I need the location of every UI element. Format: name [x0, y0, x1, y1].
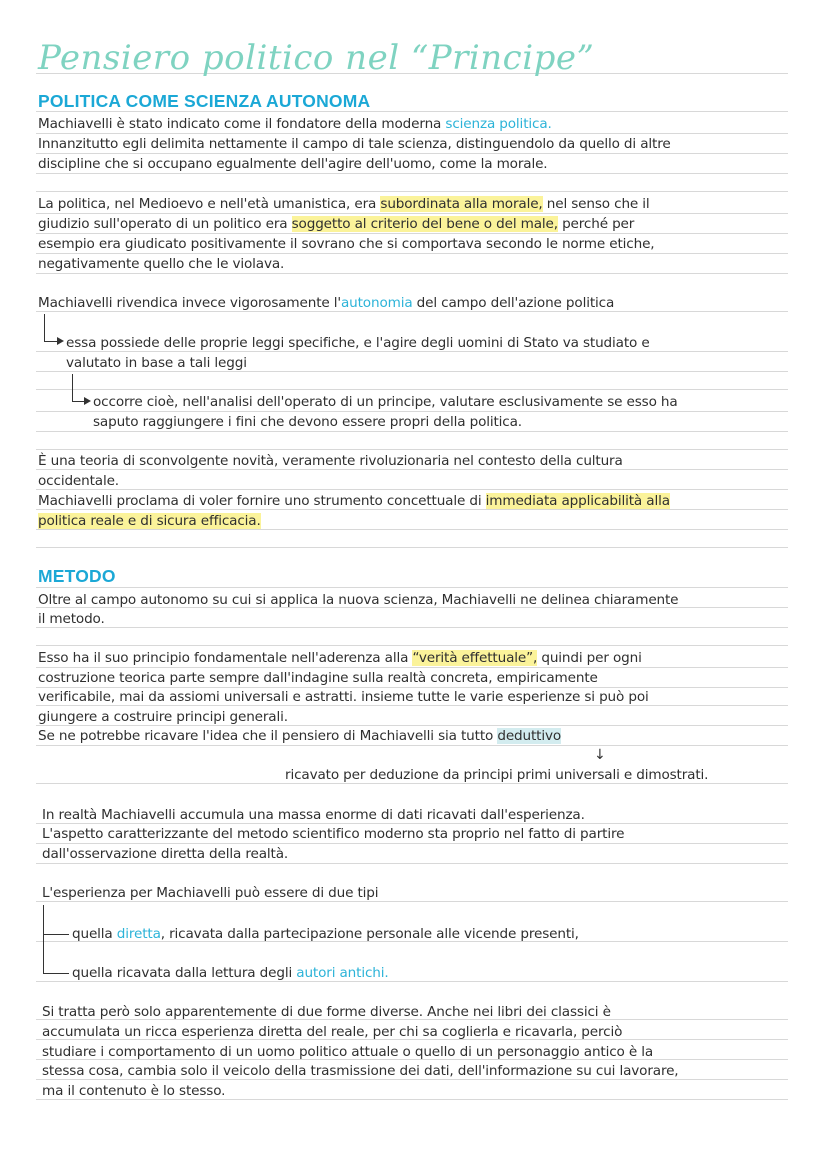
rule-line — [36, 547, 788, 548]
text-line: costruzione teorica parte sempre dall'indagine sulla realtà concreta, empiricamente — [38, 670, 598, 686]
text-line: In realtà Machiavelli accumula una massa enorme di dati ricavati dall'esperienza. — [42, 807, 585, 823]
highlight-teal: deduttivo — [497, 728, 562, 744]
down-arrow-icon: ↓ — [594, 747, 606, 763]
arrow-head-icon — [57, 337, 64, 345]
text-line: il metodo. — [38, 611, 105, 627]
list-bracket-icon — [43, 973, 69, 974]
text-line: accumulata un ricca esperienza diretta del reale, per chi sa coglierla e ricavarla, perciò — [42, 1024, 623, 1040]
text-line: saputo raggiungere i fini che devono essere propri della politica. — [93, 414, 522, 430]
highlight-yellow: “verità effettuale”, — [412, 650, 538, 666]
text-line: Si tratta però solo apparentemente di due forme diverse. Anche nei libri dei classici è — [42, 1004, 611, 1020]
text-span: nel senso che il — [542, 196, 650, 212]
text-line: L'aspetto caratterizzante del metodo scientifico moderno sta proprio nel fatto di partire — [42, 826, 625, 842]
branch-arrow-icon — [72, 374, 73, 401]
text-line: verificabile, mai da assiomi universali e astratti. insieme tutte le varie esperienze si può poi — [38, 689, 649, 705]
text-span: del campo dell'azione politica — [412, 295, 615, 311]
text-line: studiare i comportamento di un uomo politico attuale o quello di un personaggio antico è la — [42, 1044, 654, 1060]
text-line — [38, 194, 650, 214]
text-span: Machiavelli proclama di voler fornire uno strumento concettuale di — [38, 493, 486, 509]
text-line — [38, 511, 261, 531]
text-line: occorre cioè, nell'analisi dell'operato di un principe, valutare esclusivamente se esso ha — [93, 394, 678, 410]
text-line: stessa cosa, cambia solo il veicolo della trasmissione dei dati, dell'informazione su cui lavorare, — [42, 1063, 679, 1079]
text-line: Innanzitutto egli delimita nettamente il campo di tale scienza, distinguendolo da quello di altre — [38, 136, 671, 152]
text-line: Oltre al campo autonomo su cui si applica la nuova scienza, Machiavelli ne delinea chiaramente — [38, 592, 679, 608]
text-span: Esso ha il suo principio fondamentale nell'aderenza alla — [38, 650, 413, 666]
text-line: giungere a costruire principi generali. — [38, 709, 288, 725]
text-line: dall'osservazione diretta della realtà. — [42, 846, 289, 862]
text-line: valutato in base a tali leggi — [66, 355, 247, 371]
arrow-head-icon — [84, 397, 91, 405]
text-span: La politica, nel Medioevo e nell'età umanistica, era — [38, 196, 381, 212]
text-line: ma il contenuto è lo stesso. — [42, 1083, 226, 1099]
text-line — [38, 214, 634, 234]
rule-line — [36, 627, 788, 628]
ruled-lines — [36, 0, 788, 1171]
rule-line — [36, 449, 788, 450]
text-line — [38, 491, 670, 511]
text-line — [38, 648, 642, 668]
text-span: , ricavata dalla partecipazione personale alle vicende presenti, — [160, 926, 579, 942]
text-line: esempio era giudicato positivamente il sovrano che si comportava secondo le norme etiche, — [38, 236, 655, 252]
text-line: negativamente quello che le violava. — [38, 256, 285, 272]
branch-arrow-icon — [44, 314, 45, 341]
keyword-blue: autonomia — [340, 295, 413, 311]
list-bracket-icon — [43, 905, 44, 973]
list-item — [72, 963, 389, 983]
text-span: perché per — [557, 216, 635, 232]
text-span: quindi per ogni — [537, 650, 642, 666]
text-span: giudizio sull'operato di un politico era — [38, 216, 292, 232]
text-line: L'esperienza per Machiavelli può essere di due tipi — [42, 885, 379, 901]
highlight-yellow: immediata applicabilità alla — [485, 493, 670, 509]
section-heading-metodo: METODO — [38, 566, 116, 586]
section-heading-politica: POLITICA COME SCIENZA AUTONOMA — [38, 91, 371, 111]
text-line — [38, 726, 561, 746]
text-span: Machiavelli è stato indicato come il fondatore della moderna — [38, 116, 446, 132]
highlight-yellow: politica reale e di sicura efficacia. — [38, 513, 261, 529]
text-line — [38, 114, 552, 134]
text-line: ricavato per deduzione da principi primi universali e dimostrati. — [285, 767, 709, 783]
text-line: È una teoria di sconvolgente novità, veramente rivoluzionaria nel contesto della cultura — [38, 453, 623, 469]
text-span: quella — [72, 926, 117, 942]
text-line: occidentale. — [38, 473, 119, 489]
page-title: Pensiero politico nel “Principe” — [38, 38, 595, 78]
keyword-blue: autori antichi. — [296, 965, 389, 981]
text-span: quella ricavata dalla lettura degli — [72, 965, 297, 981]
text-span: Machiavelli rivendica invece vigorosamente l' — [38, 295, 341, 311]
text-line: essa possiede delle proprie leggi specifiche, e l'agire degli uomini di Stato va studiato e — [66, 335, 650, 351]
rule-line — [36, 587, 788, 588]
highlight-yellow: subordinata alla morale, — [380, 196, 543, 212]
keyword-blue: diretta — [116, 926, 161, 942]
branch-arrow-icon — [44, 341, 58, 342]
rule-line — [36, 489, 788, 490]
list-bracket-icon — [43, 934, 69, 935]
text-line: discipline che si occupano egualmente dell'agire dell'uomo, come la morale. — [38, 156, 548, 172]
highlight-yellow: soggetto al criterio del bene o del male, — [291, 216, 558, 232]
keyword-blue: scienza politica. — [445, 116, 552, 132]
rule-line — [36, 389, 788, 390]
list-item — [72, 924, 579, 944]
rule-line — [36, 191, 788, 192]
text-line — [38, 293, 614, 313]
text-span: Se ne potrebbe ricavare l'idea che il pensiero di Machiavelli sia tutto — [38, 728, 498, 744]
rule-line — [36, 645, 788, 646]
